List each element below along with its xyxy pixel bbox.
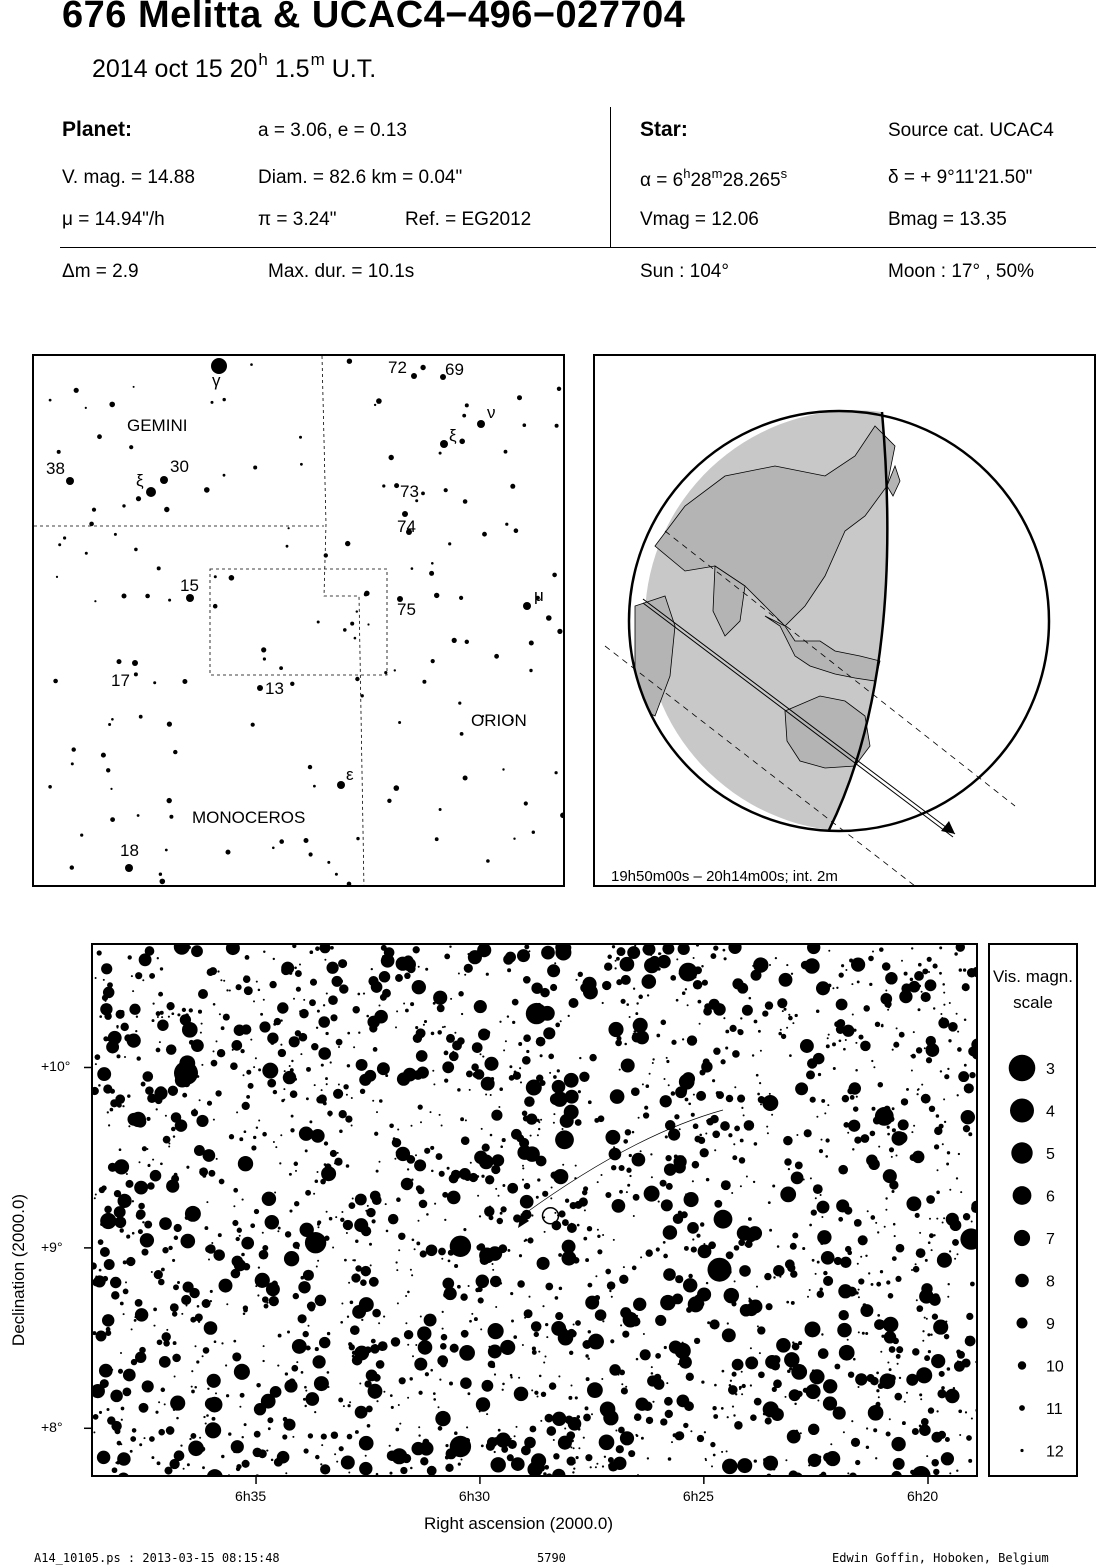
globe-caption: 19h50m00s – 20h14m00s; int. 2m	[611, 868, 838, 885]
page-title: 676 Melitta & UCAC4−496−027704	[62, 0, 686, 36]
legend-symbol-mag-4	[1010, 1099, 1034, 1123]
hour-unit: h	[258, 50, 268, 69]
x-axis-title: Right ascension (2000.0)	[424, 1514, 614, 1533]
legend-symbol-mag-6	[1013, 1186, 1032, 1205]
planet-vmag: V. mag. = 14.88	[62, 167, 195, 188]
constellation-orion: ORION	[471, 711, 527, 730]
constellation-monoceros: MONOCEROS	[192, 808, 306, 827]
star-label-73-ori: 73	[400, 482, 419, 501]
alpha-h-unit: h	[683, 166, 691, 181]
star-label-18-mon: 18	[120, 841, 139, 860]
footer-author: Edwin Goffin, Hoboken, Belgium	[832, 1551, 1049, 1565]
legend-symbol-mag-9	[1017, 1318, 1028, 1329]
x-tick-label-6h25: 6h25	[682, 1488, 714, 1504]
legend-symbol-mag-11	[1019, 1405, 1025, 1411]
legend-symbol-mag-7	[1014, 1230, 1030, 1246]
y-tick-label-plus8: +8°	[41, 1419, 63, 1436]
star-label-75-ori: 75	[397, 600, 416, 619]
alpha-s-unit: s	[780, 166, 788, 181]
x-tick-label-6h30: 6h30	[458, 1488, 491, 1504]
planet-reference: Ref. = EG2012	[405, 209, 532, 230]
legend-label-mag-11: 11	[1046, 1401, 1063, 1418]
star-label-17-mon: 17	[111, 671, 130, 690]
star-label-13-mon: 13	[265, 679, 284, 698]
footer-number: 5790	[537, 1551, 566, 1565]
star-label-gamma-gem: γ	[212, 371, 221, 390]
legend-label-mag-9: 9	[1046, 1316, 1055, 1333]
planet-orbit: a = 3.06, e = 0.13	[258, 120, 407, 141]
star-declination: δ = + 9°11'21.50"	[888, 167, 1033, 188]
y-tick-label-plus9: +9°	[41, 1238, 63, 1255]
minute-unit: m	[310, 50, 325, 69]
star-label-38-gem: 38	[46, 459, 65, 478]
x-tick-label-6h35: 6h35	[235, 1488, 267, 1504]
moon-info: Moon : 17° , 50%	[888, 261, 1034, 282]
sun-elongation: Sun : 104°	[640, 261, 729, 282]
alpha-prefix: α = 6	[640, 170, 684, 191]
star-label-xi-gem: ξ	[136, 471, 144, 490]
star-vmag: Vmag = 12.06	[640, 209, 759, 230]
star-source-catalog: Source cat. UCAC4	[888, 120, 1054, 141]
legend-symbol-mag-12	[1020, 1449, 1023, 1452]
planet-label: Planet:	[62, 118, 133, 141]
legend-symbol-mag-5	[1011, 1142, 1032, 1163]
y-tick-label-plus10: +10°	[41, 1058, 71, 1075]
footer-file-info: A14_10105.ps : 2013-03-15 08:15:48	[34, 1551, 280, 1565]
magnitude-drop: Δm = 2.9	[62, 261, 139, 282]
legend-symbols	[988, 1040, 1078, 1470]
legend-label-mag-12: 12	[1046, 1443, 1064, 1461]
legend-label-mag-8: 8	[1046, 1273, 1055, 1291]
constellation-gemini: GEMINI	[127, 416, 188, 435]
star-label: Star:	[640, 118, 688, 141]
legend-label-mag-6: 6	[1046, 1188, 1055, 1206]
legend-symbol-mag-3	[1009, 1055, 1036, 1082]
star-label-epsilon-mon: ε	[346, 765, 354, 784]
legend-label-mag-3: 3	[1046, 1061, 1055, 1078]
legend-label-mag-7: 7	[1046, 1231, 1055, 1248]
alpha-seconds: 28.265	[722, 170, 781, 191]
legend-label-mag-10: 10	[1046, 1358, 1064, 1376]
star-label-30-gem: 30	[170, 457, 189, 476]
event-minutes: 1.5	[267, 55, 310, 83]
star-label-mu-ori: μ	[534, 586, 544, 605]
time-suffix: U.T.	[324, 55, 377, 83]
alpha-m-unit: m	[711, 166, 723, 181]
planet-motion: μ = 14.94"/h	[62, 209, 165, 230]
x-tick-label-6h20: 6h20	[907, 1488, 939, 1504]
planet-diameter: Diam. = 82.6 km = 0.04"	[258, 167, 463, 188]
legend-symbol-mag-10	[1018, 1361, 1026, 1369]
planet-parallax: π = 3.24"	[258, 209, 337, 230]
star-label-72-ori: 72	[388, 358, 407, 377]
event-date: 2014 oct 15 20	[92, 55, 258, 83]
y-axis-title: Declination (2000.0)	[9, 1193, 28, 1347]
legend-label-mag-4: 4	[1046, 1103, 1055, 1121]
star-label-15-mon: 15	[180, 576, 199, 595]
legend-symbol-mag-8	[1015, 1274, 1029, 1288]
star-label-nu-ori: ν	[487, 403, 496, 422]
star-label-xi-ori: ξ	[449, 426, 457, 445]
alpha-minutes: 28	[690, 170, 712, 191]
star-label-74-ori: 74	[397, 517, 416, 536]
legend-label-mag-5: 5	[1046, 1146, 1055, 1163]
star-label-69-ori: 69	[445, 360, 464, 379]
max-duration: Max. dur. = 10.1s	[268, 261, 415, 282]
star-bmag: Bmag = 13.35	[888, 209, 1007, 230]
legend-title: Vis. magn. scale	[992, 967, 1073, 1012]
